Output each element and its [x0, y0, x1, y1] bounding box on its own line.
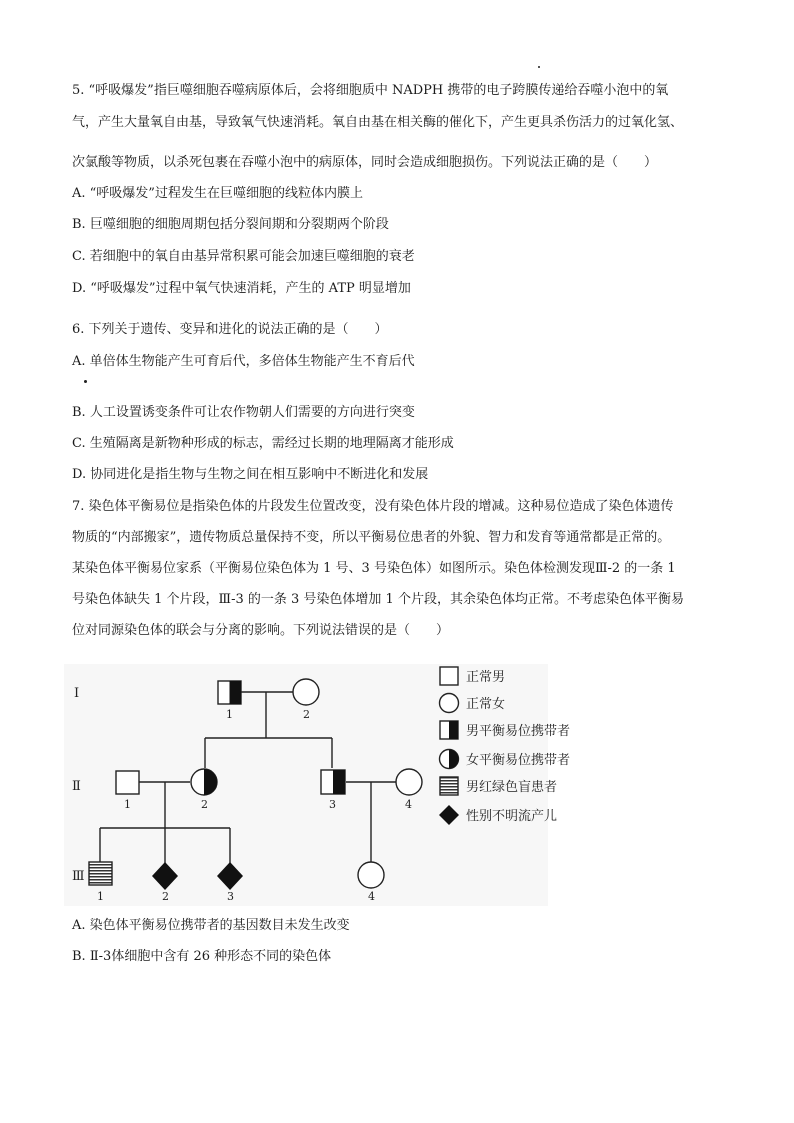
- q6-option-c: C. 生殖隔离是新物种形成的标志，需经过长期的地理隔离才能形成: [72, 436, 454, 451]
- legend-miscarriage-label: 性别不明流产儿: [466, 809, 558, 824]
- individual-III-4-normal-female: [358, 862, 384, 888]
- num-III-1: 1: [97, 890, 104, 903]
- q7-option-a: A. 染色体平衡易位携带者的基因数目未发生改变: [72, 918, 350, 933]
- num-II-2: 2: [201, 798, 208, 811]
- q6-option-b: B. 人工设置诱变条件可让农作物朝人们需要的方向进行突变: [72, 405, 415, 420]
- q5-option-c: C. 若细胞中的氧自由基异常积累可能会加速巨噬细胞的衰老: [72, 249, 415, 264]
- num-II-3: 3: [329, 798, 336, 811]
- individual-II-4-normal-female: [396, 769, 422, 795]
- individual-II-2-female-carrier: [191, 769, 217, 795]
- num-III-2: 2: [162, 890, 169, 903]
- q7-option-b: B. Ⅱ-3体细胞中含有 26 种形态不同的染色体: [72, 949, 332, 964]
- legend-normal-female-icon: [440, 694, 459, 713]
- q7-stem-line-1: 7. 染色体平衡易位是指染色体的片段发生位置改变，没有染色体片段的增减。这种易位造成了染色体遗传: [72, 499, 674, 514]
- legend-male-carrier-label: 男平衡易位携带者: [466, 724, 571, 739]
- q7-stem-line-2: 物质的“内部搬家”，遗传物质总量保持不变，所以平衡易位患者的外貌、智力和发育等通常都是正常的。: [72, 530, 671, 545]
- num-III-4: 4: [368, 890, 375, 903]
- q7-stem-line-5: 位对同源染色体的联会与分离的影响。下列说法错误的是（ ）: [72, 623, 450, 638]
- q6-stem: 6. 下列关于遗传、变异和进化的说法正确的是（ ）: [72, 322, 388, 337]
- q6-option-a: A. 单倍体生物能产生可育后代，多倍体生物能产生不育后代: [72, 354, 415, 369]
- q5-option-a: A. “呼吸爆发”过程发生在巨噬细胞的线粒体内膜上: [72, 186, 363, 201]
- num-II-1: 1: [124, 798, 131, 811]
- num-I-2: 2: [303, 708, 310, 721]
- num-II-4: 4: [405, 798, 412, 811]
- gen-label-I: Ⅰ: [74, 686, 80, 701]
- legend-colorblind-male-label: 男红绿色盲患者: [466, 780, 558, 795]
- legend-female-carrier-label: 女平衡易位携带者: [466, 753, 571, 768]
- individual-I-1-male-carrier: [218, 681, 241, 704]
- q5-stem-line-3: 次氯酸等物质，以杀死包裹在吞噬小泡中的病原体，同时会造成细胞损伤。下列说法正确的是（ ）: [72, 155, 658, 170]
- gen-label-III: Ⅲ: [72, 869, 85, 884]
- num-III-3: 3: [227, 890, 234, 903]
- q5-stem-line-1: 5. “呼吸爆发”指巨噬细胞吞噬病原体后，会将细胞质中 NADPH 携带的电子跨膜传递给吞噬小泡中的氧: [72, 83, 669, 98]
- q7-stem-line-3: 某染色体平衡易位家系（平衡易位染色体为 1 号、3 号染色体）如图所示。染色体检测发现Ⅲ-2 的一条 1: [72, 561, 676, 576]
- individual-II-1-normal-male: [116, 771, 139, 794]
- q5-option-d: D. “呼吸爆发”过程中氧气快速消耗，产生的 ATP 明显增加: [72, 281, 411, 296]
- legend-normal-male-label: 正常男: [466, 670, 506, 685]
- individual-II-3-male-carrier: [321, 770, 345, 794]
- q7-stem-line-4: 号染色体缺失 1 个片段，Ⅲ-3 的一条 3 号染色体增加 1 个片段，其余染色体均正常。不考虑染色体平衡易: [72, 592, 684, 607]
- q5-option-b: B. 巨噬细胞的细胞周期包括分裂间期和分裂期两个阶段: [72, 217, 389, 232]
- num-I-1: 1: [226, 708, 233, 721]
- legend-normal-male-icon: [440, 667, 458, 685]
- individual-III-1-colorblind-male: [89, 862, 112, 885]
- individual-I-2-normal-female: [293, 679, 319, 705]
- gen-label-II: Ⅱ: [72, 779, 81, 794]
- legend-colorblind-male-icon: [440, 777, 458, 795]
- q6-option-d: D. 协同进化是指生物与生物之间在相互影响中不断进化和发展: [72, 467, 429, 482]
- q5-stem-line-2: 气，产生大量氧自由基，导致氧气快速消耗。氧自由基在相关酶的催化下，产生更具杀伤活力的过氧化氢、: [72, 115, 684, 130]
- legend-normal-female-label: 正常女: [466, 697, 506, 712]
